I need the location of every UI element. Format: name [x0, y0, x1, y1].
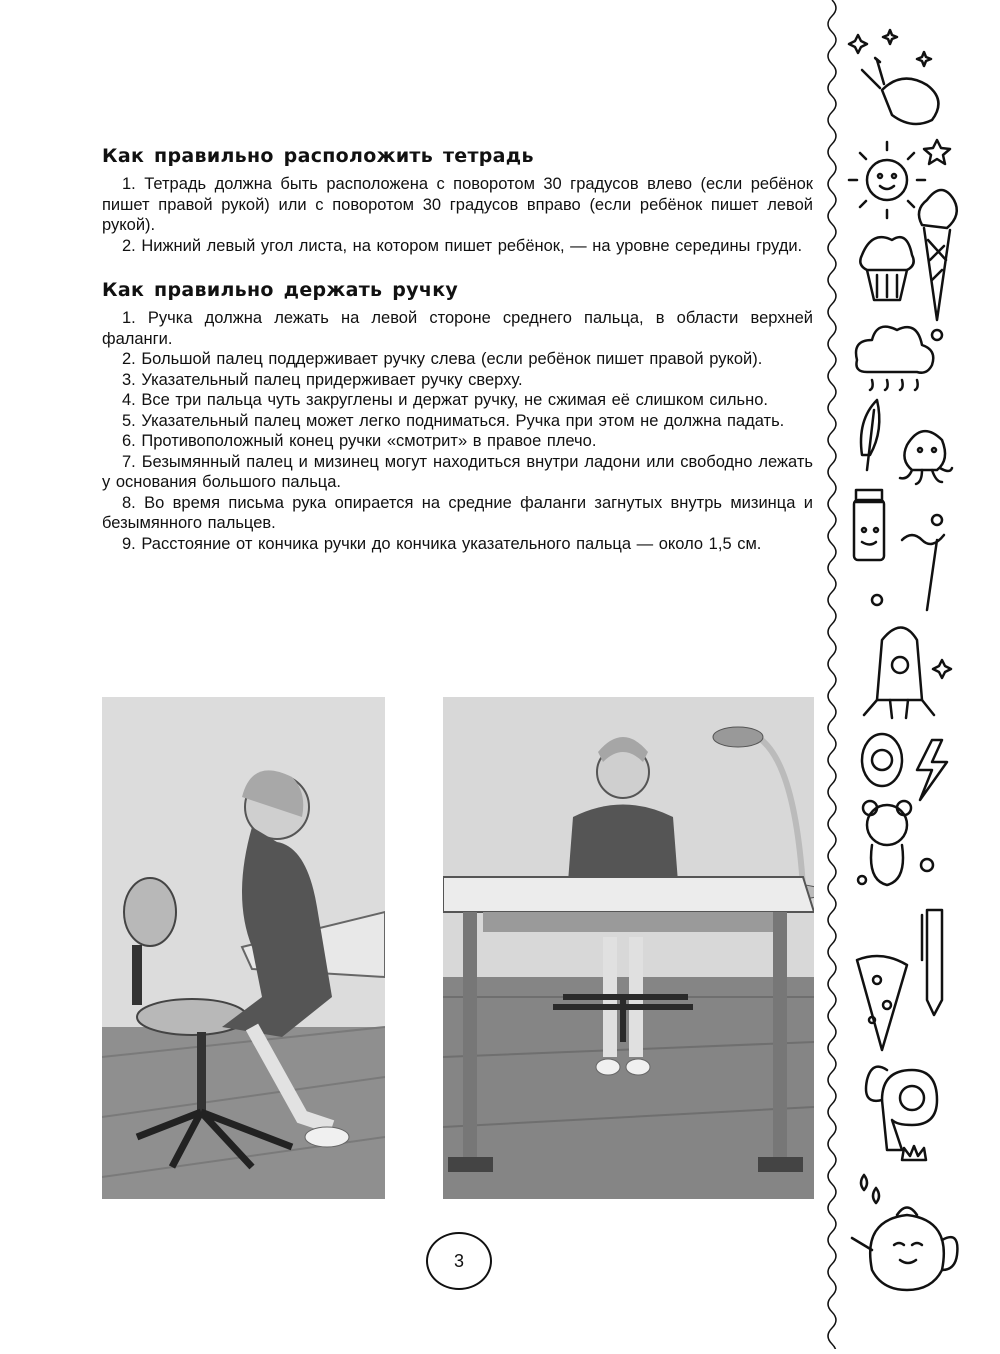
lemon-icon: [862, 734, 902, 786]
lightning-icon: [917, 740, 947, 800]
pen-icon: [922, 910, 942, 1015]
wavy-border: [822, 0, 842, 1349]
list-item: 1. Ручка должна лежать на левой стороне среднего пальца, в области верхней фаланги.: [102, 309, 813, 348]
list-item: 2. Большой палец поддерживает ручку слева (если ребёнок пишет правой рукой).: [122, 350, 763, 368]
cloud-icon: [856, 327, 942, 390]
girl-writing-front-view-photo: [443, 697, 814, 1199]
section-title: Как правильно держать ручку: [102, 279, 459, 301]
section-pen: [102, 279, 813, 554]
list-item: 6. Противоположный конец ручки «смотрит» в правое плечо.: [122, 432, 597, 450]
drops-icon: [861, 1175, 879, 1203]
list-item: 9. Расстояние от кончика ручки до кончика указательного пальца — около 1,5 см.: [122, 534, 762, 553]
ice-cream-icon: [919, 190, 957, 320]
doodle-decorations: [842, 0, 1000, 1349]
octopus-icon: [900, 431, 952, 484]
list-item: 2. Нижний левый угол листа, на котором пишет ребёнок, — на уровне середины груди.: [122, 236, 803, 255]
hair-dryer-icon: [866, 1067, 937, 1150]
crown-icon: [902, 1146, 926, 1160]
page-number: 3: [426, 1232, 492, 1290]
sparkle-icon: [849, 30, 931, 66]
list-item: 8. Во время письма рука опирается на средние фаланги загнутых внутрь мизинца и безымянного пальцев.: [102, 493, 813, 532]
main-text: [102, 145, 813, 577]
list-item: 4. Все три пальца чуть закруглены и держат ручку, не сжимая её слишком сильно.: [122, 391, 768, 409]
cupcake-icon: [860, 237, 913, 300]
paint-tube-icon: [854, 490, 884, 560]
kettle-icon: [852, 1208, 957, 1291]
girl-writing-side-view-photo: [102, 697, 385, 1199]
beet-icon: [862, 58, 938, 124]
section-notebook: [102, 145, 813, 256]
rocket-icon: [864, 628, 951, 719]
teddy-bear-icon: [858, 801, 933, 885]
pizza-icon: [857, 956, 907, 1050]
list-item: 5. Указательный палец может легко подниматься. Ручка при этом не должна падать.: [122, 411, 785, 430]
list-item: 1. Тетрадь должна быть расположена с поворотом 30 градусов влево (если ребёнок пишет правой рукой) или с поворотом 30 градусов вправо (если ребёнок пишет левой рукой).: [102, 175, 813, 234]
sun-icon: [849, 142, 925, 218]
section-title: Как правильно расположить тетрадь: [102, 145, 534, 167]
star-icon: [924, 140, 950, 164]
leaf-icon: [861, 400, 879, 470]
list-item: 7. Безымянный палец и мизинец могут находиться внутри ладони или свободно лежать у основания большого пальца.: [102, 452, 813, 491]
list-item: 3. Указательный палец придерживает ручку сверху.: [122, 370, 523, 389]
